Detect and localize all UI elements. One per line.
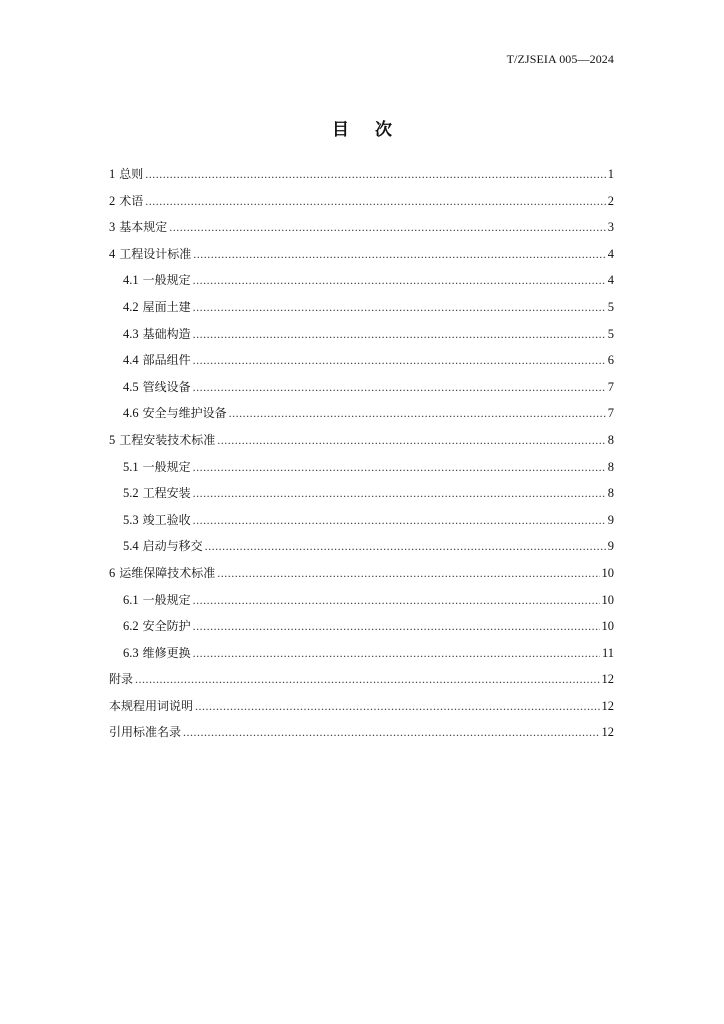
toc-leader-dots xyxy=(229,403,606,423)
toc-leader-dots xyxy=(193,297,606,317)
toc-entry-page: 7 xyxy=(607,379,614,394)
toc-entry-title: 总则 xyxy=(119,167,144,181)
toc-entry-title: 工程安装技术标准 xyxy=(119,432,216,447)
toc-entry-title: 竣工验收 xyxy=(142,512,191,527)
toc-leader-dots xyxy=(217,430,605,450)
toc-entry-page: 12 xyxy=(601,725,614,740)
toc-entry-number: 5.2 xyxy=(123,486,139,501)
toc-entry-number: 5.4 xyxy=(123,539,139,554)
toc-entry-title: 一般规定 xyxy=(142,273,191,288)
toc-entry-page: 5 xyxy=(607,326,614,341)
toc-entry[interactable] xyxy=(109,590,614,617)
toc-entry-title: 启动与移交 xyxy=(142,539,203,554)
toc-leader-dots xyxy=(205,536,606,556)
toc-leader-dots xyxy=(193,377,606,397)
toc-entry[interactable] xyxy=(109,696,614,723)
toc-entry[interactable] xyxy=(109,270,614,297)
toc-entry[interactable] xyxy=(109,430,614,457)
toc-entry-page: 4 xyxy=(607,273,614,288)
toc-entry-page: 8 xyxy=(607,486,614,501)
toc-entry-page: 5 xyxy=(607,299,614,314)
toc-entry-title: 安全与维护设备 xyxy=(142,406,227,421)
toc-entry-number: 5.3 xyxy=(123,512,139,527)
toc-entry-title: 安全防护 xyxy=(142,619,191,634)
toc-leader-dots xyxy=(193,270,606,290)
toc-entry-number: 2 xyxy=(109,193,116,208)
toc-entry-title: 引用标准名录 xyxy=(109,725,182,740)
toc-entry-page: 1 xyxy=(607,167,614,181)
toc-entry-number: 4.2 xyxy=(123,299,139,314)
toc-entry-number: 3 xyxy=(109,220,116,235)
toc-entry-number: 6.1 xyxy=(123,592,139,607)
toc-entry-number: 5 xyxy=(109,432,116,447)
toc-entry[interactable] xyxy=(109,722,614,749)
toc-entry-title: 管线设备 xyxy=(142,379,191,394)
toc-entry-title: 屋面土建 xyxy=(142,299,191,314)
toc-entry-title: 工程安装 xyxy=(142,486,191,501)
toc-entry-title: 基本规定 xyxy=(119,220,168,235)
toc-entry-page: 9 xyxy=(607,512,614,527)
toc-leader-dots xyxy=(193,324,606,344)
table-of-contents xyxy=(109,164,614,749)
toc-leader-dots xyxy=(193,457,606,477)
document-code: T/ZJSEIA 005—2024 xyxy=(506,52,614,66)
toc-entry[interactable] xyxy=(109,377,614,404)
toc-entry[interactable] xyxy=(109,616,614,643)
toc-entry-page: 10 xyxy=(601,565,614,580)
toc-entry-title: 术语 xyxy=(119,193,144,208)
toc-entry-number: 4.4 xyxy=(123,353,139,368)
toc-entry-page: 9 xyxy=(607,539,614,554)
toc-leader-dots xyxy=(193,244,605,264)
toc-leader-dots xyxy=(193,590,600,610)
toc-entry[interactable] xyxy=(109,164,614,191)
toc-entry[interactable] xyxy=(109,297,614,324)
toc-entry[interactable] xyxy=(109,457,614,484)
toc-leader-dots xyxy=(193,510,606,530)
toc-entry[interactable] xyxy=(109,669,614,696)
toc-leader-dots xyxy=(169,217,605,237)
toc-leader-dots xyxy=(195,696,599,716)
toc-entry-title: 运维保障技术标准 xyxy=(119,565,216,580)
toc-entry-page: 6 xyxy=(607,353,614,368)
toc-entry[interactable] xyxy=(109,403,614,430)
toc-entry-title: 基础构造 xyxy=(142,326,191,341)
toc-leader-dots xyxy=(145,164,605,184)
toc-entry-number: 6.2 xyxy=(123,619,139,634)
toc-entry[interactable] xyxy=(109,483,614,510)
toc-entry-page: 11 xyxy=(601,645,614,660)
toc-entry-page: 12 xyxy=(601,672,614,687)
toc-entry-title: 一般规定 xyxy=(142,459,191,474)
toc-leader-dots xyxy=(217,563,599,583)
toc-entry[interactable] xyxy=(109,324,614,351)
toc-entry-page: 12 xyxy=(601,698,614,713)
toc-leader-dots xyxy=(193,350,606,370)
toc-entry-number: 4.1 xyxy=(123,273,139,288)
toc-entry[interactable] xyxy=(109,217,614,244)
toc-leader-dots xyxy=(193,483,606,503)
toc-leader-dots xyxy=(183,722,599,742)
toc-entry-number: 4 xyxy=(109,246,116,261)
toc-entry-number: 6.3 xyxy=(123,645,139,660)
toc-entry-number: 5.1 xyxy=(123,459,139,474)
toc-entry-number: 1 xyxy=(109,167,116,181)
toc-leader-dots xyxy=(193,616,600,636)
toc-entry-page: 10 xyxy=(601,619,614,634)
toc-entry[interactable] xyxy=(109,536,614,563)
toc-entry-title: 附录 xyxy=(109,672,134,687)
toc-entry[interactable] xyxy=(109,244,614,271)
toc-entry-number: 4.3 xyxy=(123,326,139,341)
toc-leader-dots xyxy=(193,643,600,663)
toc-entry[interactable] xyxy=(109,643,614,670)
toc-entry[interactable] xyxy=(109,563,614,590)
page-title: 目 次 xyxy=(332,120,402,140)
toc-entry-title: 维修更换 xyxy=(142,645,191,660)
toc-entry[interactable] xyxy=(109,191,614,218)
toc-entry-number: 6 xyxy=(109,565,116,580)
toc-entry[interactable] xyxy=(109,350,614,377)
toc-entry-page: 2 xyxy=(607,193,614,208)
toc-entry-title: 工程设计标准 xyxy=(119,246,192,261)
toc-entry-number: 4.5 xyxy=(123,379,139,394)
toc-entry-title: 部品组件 xyxy=(142,353,191,368)
toc-entry-page: 4 xyxy=(607,246,614,261)
toc-entry-page: 7 xyxy=(607,406,614,421)
toc-entry[interactable] xyxy=(109,510,614,537)
toc-entry-title: 一般规定 xyxy=(142,592,191,607)
toc-entry-page: 8 xyxy=(607,459,614,474)
toc-entry-page: 10 xyxy=(601,592,614,607)
toc-leader-dots xyxy=(135,669,599,689)
toc-leader-dots xyxy=(145,191,605,211)
toc-entry-number: 4.6 xyxy=(123,406,139,421)
toc-entry-title: 本规程用词说明 xyxy=(109,698,194,713)
toc-entry-page: 3 xyxy=(607,220,614,235)
toc-entry-page: 8 xyxy=(607,432,614,447)
